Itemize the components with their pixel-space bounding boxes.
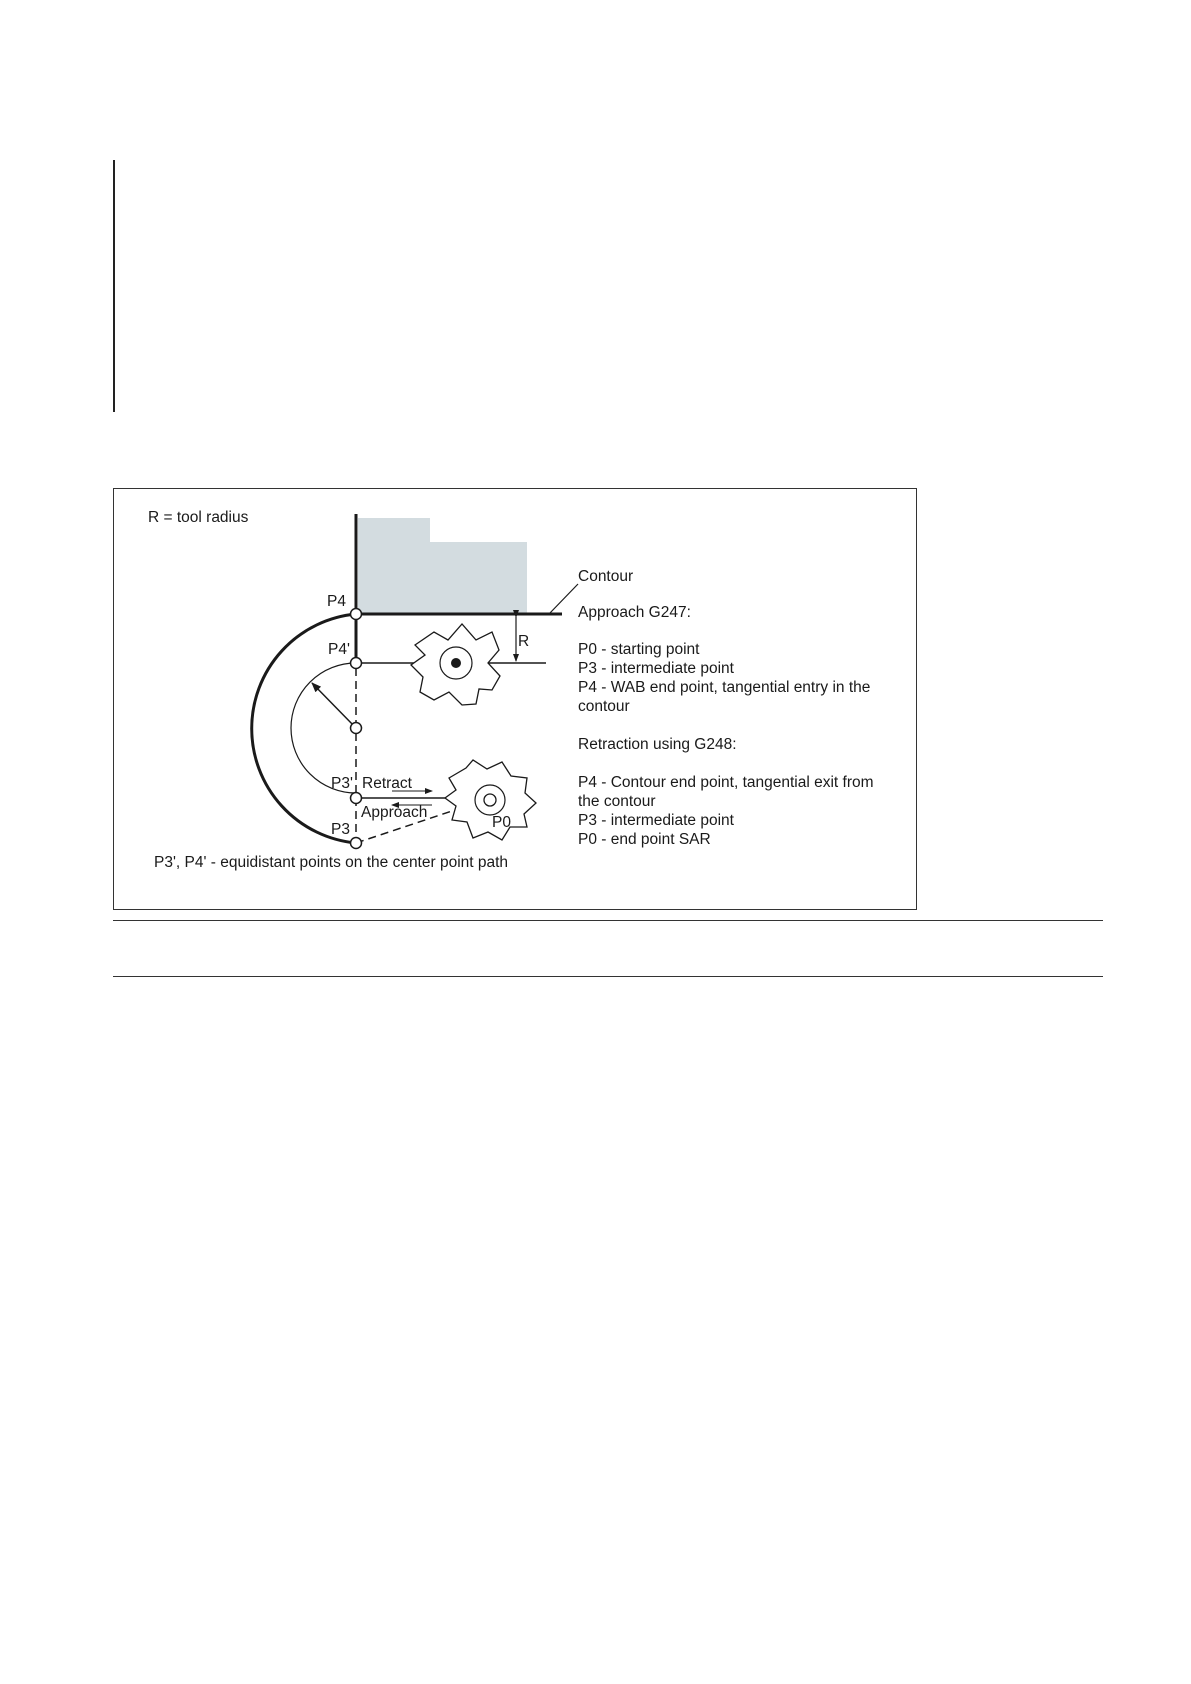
retraction-item: the contour xyxy=(578,793,656,810)
label-approach: Approach xyxy=(361,804,428,821)
approach-item: P4 - WAB end point, tangential entry in the xyxy=(578,679,871,696)
label-p0: P0 xyxy=(492,814,511,831)
approach-item: P0 - starting point xyxy=(578,641,700,658)
figure-caption: P3', P4' - equidistant points on the center point path xyxy=(154,854,509,871)
note-radius: R = tool radius xyxy=(148,509,249,526)
milling-tool-lower xyxy=(445,760,536,840)
workpiece-shape xyxy=(358,518,527,614)
approach-item: contour xyxy=(578,698,630,715)
approach-heading: Approach G247: xyxy=(578,604,691,621)
point-center xyxy=(351,723,362,734)
retraction-item: P0 - end point SAR xyxy=(578,831,711,848)
milling-tool-upper xyxy=(411,624,500,705)
label-r: R xyxy=(518,633,530,650)
contour-leader xyxy=(549,584,578,614)
label-p4: P4 xyxy=(327,593,346,610)
table-rule-top xyxy=(113,920,1103,921)
label-p4-prime: P4' xyxy=(328,641,350,658)
table-rule-bottom xyxy=(113,976,1103,977)
approach-item: P3 - intermediate point xyxy=(578,660,734,677)
point-p3-prime xyxy=(351,793,362,804)
point-p3 xyxy=(351,838,362,849)
point-p4 xyxy=(351,609,362,620)
label-contour: Contour xyxy=(578,568,634,585)
retraction-heading: Retraction using G248: xyxy=(578,736,737,753)
retraction-item: P3 - intermediate point xyxy=(578,812,734,829)
retraction-item: P4 - Contour end point, tangential exit from xyxy=(578,774,874,791)
label-p3: P3 xyxy=(331,821,350,838)
radius-arrow xyxy=(312,683,356,728)
point-p4-prime xyxy=(351,658,362,669)
center-path-semicircle xyxy=(291,663,356,793)
label-retract: Retract xyxy=(362,775,412,792)
label-p3-prime: P3' xyxy=(331,775,353,792)
